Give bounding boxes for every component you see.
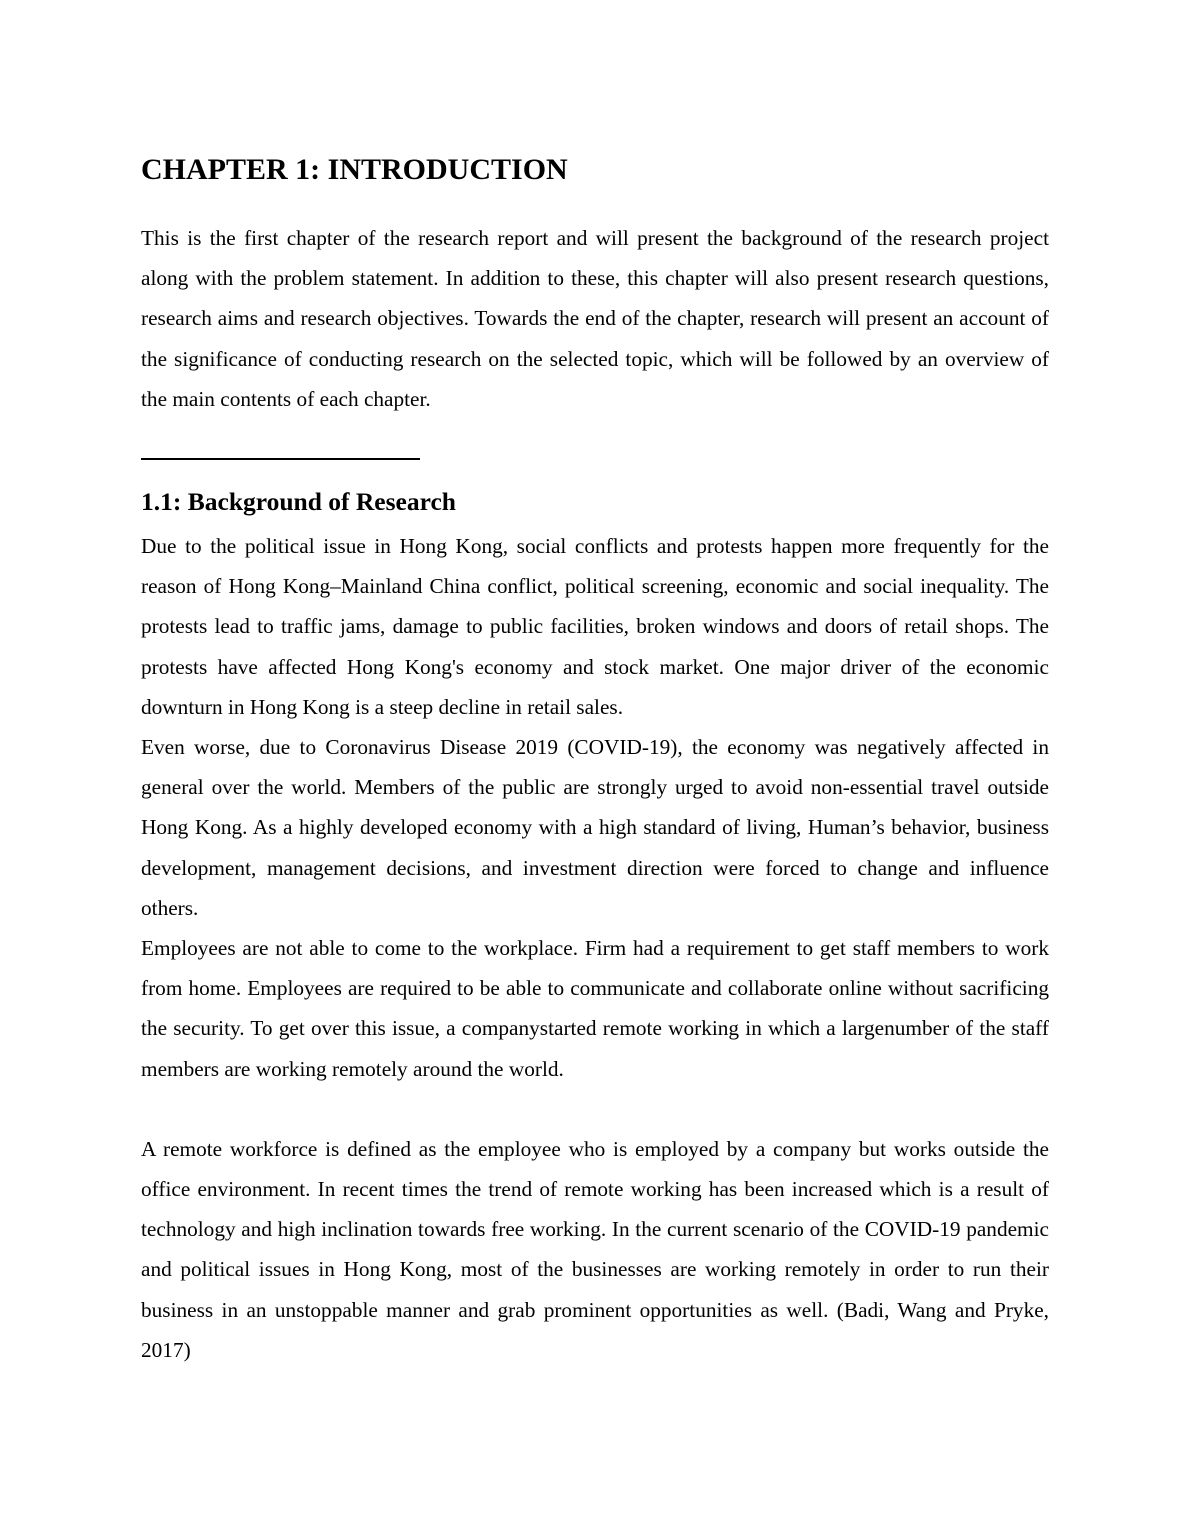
section-title: 1.1: Background of Research (141, 487, 456, 517)
body-paragraph: Even worse, due to Coronavirus Disease 2019 (COVID-19), the economy was negatively affected in general over the world. Members of the public are strongly urged to avoid non-essential travel outside Hong Kong. As a highly developed economy with a high standard of living, Human’s behavior, business development, management decisions, and investment direction were forced to change and influence others. (141, 735, 1049, 920)
body-paragraph: Due to the political issue in Hong Kong, social conflicts and protests happen more frequently for the reason of Hong Kong–Mainland China conflict, political screening, economic and social inequality. The protests lead to traffic jams, damage to public facilities, broken windows and doors of retail shops. The protests have affected Hong Kong's economy and stock market. One major driver of the economic downturn in Hong Kong is a steep decline in retail sales. (141, 534, 1049, 719)
section-divider (141, 458, 420, 460)
document-page (141, 148, 1049, 1370)
body-paragraph: Employees are not able to come to the workplace. Firm had a requirement to get staff members to work from home. Employees are required to be able to communicate and collaborate online without sacrificing the security. To get over this issue, a companystarted remote working in which a largenumber of the staff members are working remotely around the world. (141, 936, 1049, 1081)
intro-paragraph: This is the first chapter of the research report and will present the background of the research project along with the problem statement. In addition to these, this chapter will also present research questions, research aims and research objectives. Towards the end of the chapter, research will present an account of the significance of conducting research on the selected topic, which will be followed by an overview of the main contents of each chapter. (141, 226, 1049, 411)
body-paragraph: A remote workforce is defined as the employee who is employed by a company but works outside the office environment. In recent times the trend of remote working has been increased which is a result of technology and high inclination towards free working. In the current scenario of the COVID-19 pandemic and political issues in Hong Kong, most of the businesses are working remotely in order to run their business in an unstoppable manner and grab prominent opportunities as well. (Badi, Wang and Pryke, 2017) (141, 1136, 1049, 1362)
chapter-title: CHAPTER 1: INTRODUCTION (141, 153, 568, 186)
paragraph-spacer (141, 1089, 1049, 1129)
